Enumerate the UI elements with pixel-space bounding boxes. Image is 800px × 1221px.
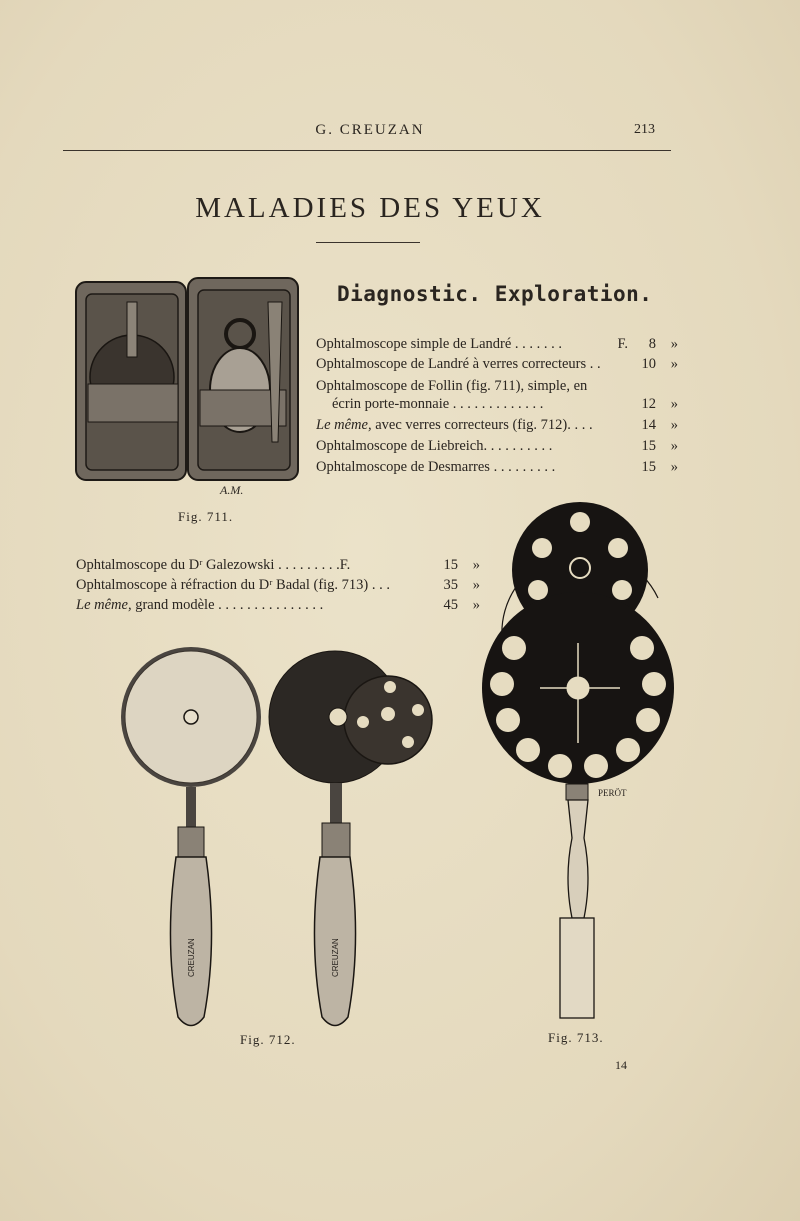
section-heading: Diagnostic. Exploration. xyxy=(337,282,653,306)
title-rule xyxy=(316,242,420,243)
page-title: MALADIES DES YEUX xyxy=(195,192,545,224)
price-row: Ophtalmoscope de Follin (fig. 711), simple, en xyxy=(316,378,588,394)
price-row: Ophtalmoscope du Dʳ Galezowski . . . . . . . . .F. 15 » xyxy=(76,557,480,573)
figure-713-caption: Fig. 713. xyxy=(548,1030,604,1045)
figure-712-caption: Fig. 712. xyxy=(240,1032,296,1047)
price-row: écrin porte-monnaie . . . . . . . . . . . . . 12 » xyxy=(332,396,678,412)
price-row: Le même, grand modèle . . . . . . . . . . . . . . . 45 » xyxy=(76,597,480,613)
figure-711-illustration xyxy=(70,272,302,502)
figure-711-caption: Fig. 711. xyxy=(178,509,234,524)
price-row: Ophtalmoscope de Liebreich. . . . . . . . . . 15 » xyxy=(316,438,678,454)
price-row: Ophtalmoscope simple de Landré . . . . . . . F. 8 » xyxy=(316,336,678,352)
handle-engraving-left: CREUZAN xyxy=(187,938,196,977)
handle-engraving-right: CREUZAN xyxy=(331,938,340,977)
price-row: Ophtalmoscope de Landré à verres correcteurs . . 10 » xyxy=(316,356,678,372)
header-rule xyxy=(63,150,671,151)
price-row: Ophtalmoscope à réfraction du Dʳ Badal (fig. 713) . . . 35 » xyxy=(76,577,480,593)
signature-mark: 14 xyxy=(615,1058,627,1072)
figure-713-illustration xyxy=(480,498,680,1028)
page-number: 213 xyxy=(634,122,655,137)
figure-713-signature: PERÖT xyxy=(598,788,627,798)
figure-711-signature: A.M. xyxy=(220,483,244,497)
running-header-author: G. CREUZAN xyxy=(315,122,425,138)
figure-712-illustration xyxy=(118,642,444,1032)
price-row: Ophtalmoscope de Desmarres . . . . . . . . . 15 » xyxy=(316,459,678,475)
price-row: Le même, avec verres correcteurs (fig. 712). . . . 14 » xyxy=(316,417,678,433)
